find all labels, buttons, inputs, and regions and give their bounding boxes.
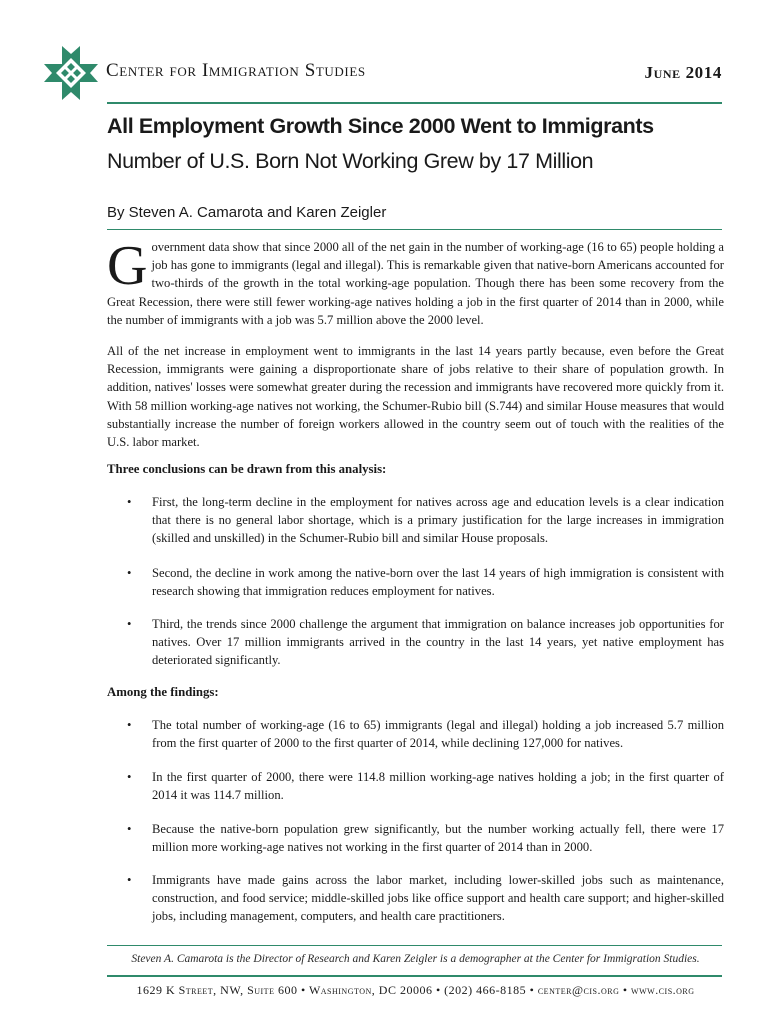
publication-date: June 2014 (644, 63, 722, 82)
list-item (107, 820, 724, 856)
finding-text: In the first quarter of 2000, there were 114.8 million working-age natives holding a job; in the first quarter of 2014 it was 114.7 million. (152, 770, 724, 803)
bullet-icon: • (127, 495, 132, 509)
byline: By Steven A. Camarota and Karen Zeigler (107, 204, 387, 221)
bullet-icon: • (127, 873, 132, 887)
bullet-icon: • (127, 770, 132, 784)
footnote-divider (107, 945, 722, 946)
list-item (107, 716, 724, 752)
finding-text: Immigrants have made gains across the labor market, including lower-skilled jobs such as maintenance, construction, and food service; middle-skilled jobs like office support and health care support; and higher-skilled jobs, including management, computers, and health care practitioners. (152, 873, 724, 924)
header-divider (107, 102, 722, 104)
report-title: All Employment Growth Since 2000 Went to Immigrants (107, 114, 654, 138)
bullet-icon: • (127, 718, 132, 732)
drop-cap: G (107, 235, 148, 297)
bullet-icon: • (127, 566, 132, 580)
cis-logo-icon (44, 46, 98, 100)
list-item (107, 768, 724, 804)
list-item (107, 615, 724, 670)
finding-text: The total number of working-age (16 to 65) immigrants (legal and illegal) holding a job increased 5.7 million from the first quarter of 2000 to the first quarter of 2014, while declining 127,000 for natives. (152, 718, 724, 751)
intro-paragraph (107, 235, 724, 329)
report-subtitle: Number of U.S. Born Not Working Grew by 17 Million (107, 149, 594, 173)
finding-text: Because the native-born population grew significantly, but the number working actually fell, there were 17 million more working-age natives not working in the first quarter of 2014 than in 2000. (152, 822, 724, 855)
intro-text: overnment data show that since 2000 all of the net gain in the number of working-age (16 to 65) people holding a job has gone to immigrants (legal and illegal). This is remarkable given that native-born Americans accounted for two-thirds of the growth in the total working-age population. Though there has been some recovery from the Great Recession, there were still fewer working-age natives holding a job in the first quarter of 2014 than in 2000, while the number of immigrants with a job was 5.7 million above the 2000 level. (107, 240, 724, 327)
paragraph-2: All of the net increase in employment went to immigrants in the last 14 years partly because, even before the Great Recession, immigrants were gaining a disproportionate share of jobs relative to their share of population growth. In addition, natives' losses were somewhat greater during the recession and immigrants have recovered more quickly from it. With 58 million working-age natives not working, the Schumer-Rubio bill (S.744) and similar House measures that would substantially increase the number of foreign workers allowed in the country seem out of touch with the realities of the U.S. labor market. (107, 344, 724, 450)
footer-divider (107, 975, 722, 977)
list-item (107, 564, 724, 600)
author-footnote: Steven A. Camarota is the Director of Research and Karen Zeigler is a demographer at the Center for Immigration Studies. (131, 953, 700, 965)
findings-heading: Among the findings: (107, 685, 219, 699)
bullet-icon: • (127, 617, 132, 631)
bullet-icon: • (127, 822, 132, 836)
conclusion-text: Second, the decline in work among the native-born over the last 14 years of high immigration is consistent with research showing that immigration reduces employment for natives. (152, 566, 724, 599)
conclusions-heading: Three conclusions can be drawn from this analysis: (107, 462, 387, 476)
list-item (107, 871, 724, 926)
organization-name: Center for Immigration Studies (106, 60, 366, 81)
contact-address: 1629 K Street, NW, Suite 600 • Washington, DC 20006 • (202) 466-8185 • center@cis.org • www.cis.org (136, 983, 695, 997)
conclusion-text: First, the long-term decline in the employment for natives across age and education levels is a clear indication that there is no general labor shortage, which is a primary justification for the large increases in immigration (skilled and unskilled) in the Schumer-Rubio bill and similar House proposals. (152, 495, 724, 546)
list-item (107, 493, 724, 548)
byline-divider (107, 229, 722, 230)
conclusion-text: Third, the trends since 2000 challenge the argument that immigration on balance increases job opportunities for natives. Over 17 million immigrants arrived in the country in the last 14 years, yet native employment has deteriorated significantly. (152, 617, 724, 668)
